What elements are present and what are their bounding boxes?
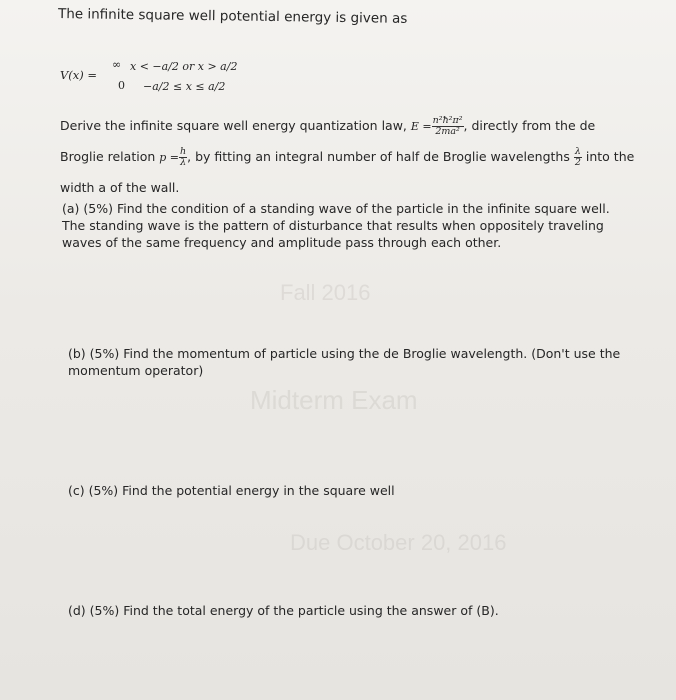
potential-lhs: V(x) = [60,68,98,82]
half-numerator: λ [574,146,581,157]
half-denominator: 2 [574,156,581,168]
derive-line1-post: , directly from the de [463,117,596,133]
part-c-question: (c) (5%) Find the potential energy in the square well [68,483,395,498]
p-denominator: λ [180,156,187,168]
potential-case1-cond: x < −a/2 or x > a/2 [130,60,238,73]
energy-denominator: 2ma² [435,125,460,137]
potential-case2-cond: −a/2 ≤ x ≤ a/2 [143,80,226,93]
potential-case1-value: ∞ [112,58,122,71]
watermark-due: Due October 20, 2016 [290,530,507,555]
derive-line2-pre: Broglie relation [60,148,156,164]
half-wavelength-fraction [574,147,582,168]
p-numerator: h [180,146,187,157]
derive-line2-post: into the [585,148,635,164]
derive-line-3: width a of the wall. [60,180,180,195]
energy-numerator: n²ħ²π² [432,115,463,126]
part-d-question: (d) (5%) Find the total energy of the particle using the answer of (B). [68,603,499,618]
energy-fraction [432,116,464,137]
watermark-fall: Fall 2016 [280,280,371,305]
potential-case2-value: 0 [118,79,125,92]
part-a-question: (a) (5%) Find the condition of a standing wave of the particle in the infinite square well. The standing wave is the pattern of disturbance that results when oppositely traveling waves of the same frequency and amplitude pass through each other. [62,201,610,250]
page-title: The infinite square well potential energy is given as [57,6,408,27]
part-b-question: (b) (5%) Find the momentum of particle using the de Broglie wavelength. (Don't use the momentum operator) [68,346,621,378]
derive-line-2 [60,147,634,168]
derive-line1-pre: Derive the infinite square well energy quantization law, [60,117,407,133]
p-lhs: p = [159,150,180,164]
watermark-midterm: Midterm Exam [250,385,418,415]
energy-lhs: E = [410,119,432,133]
p-fraction [179,147,187,168]
derive-line-1 [60,116,595,137]
derive-line2-mid: , by fitting an integral number of half de Broglie wavelengths [187,148,570,164]
